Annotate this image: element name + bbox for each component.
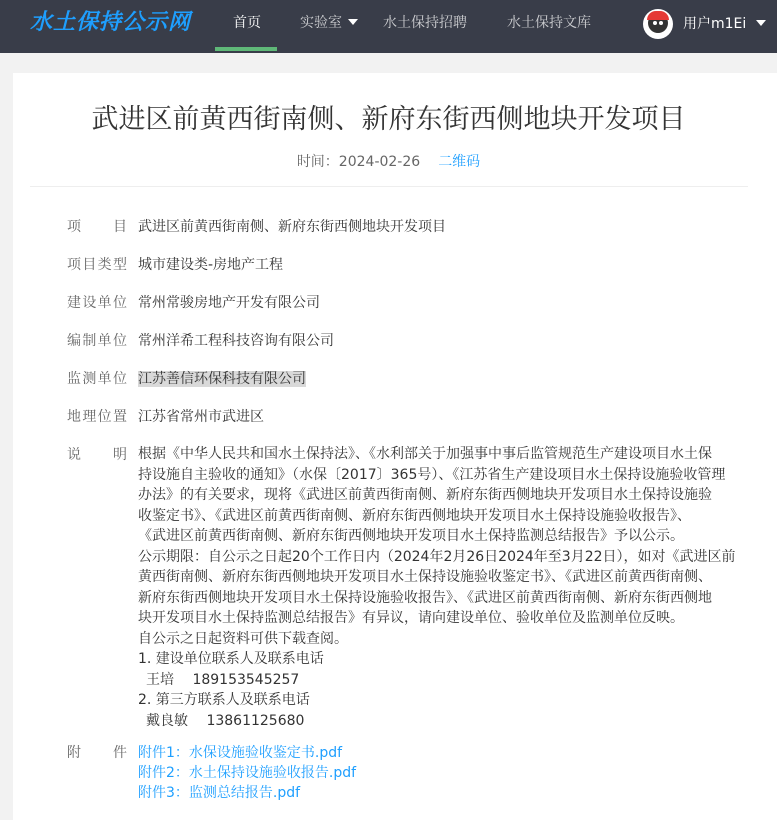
- field-label-monitor: 监测单位: [67, 371, 127, 387]
- description-line: 黄西街南侧、新府东街西侧地块开发项目水土保持设施验收鉴定书》、《武进区前黄西街南侧、: [138, 569, 712, 585]
- field-value-monitor: [138, 369, 306, 389]
- description-line: 收鉴定书》、《武进区前黄西街南侧、新府东街西侧地块开发项目水土保持设施验收报告》、: [138, 507, 691, 524]
- article-meta: [0, 152, 777, 172]
- description-line: 持设施自主验收的通知》（水保〔2017〕365号）、《江苏省生产建设项目水土保持设施验收管理: [138, 466, 726, 483]
- nav-item-recruitment[interactable]: 水土保持招聘: [383, 15, 467, 31]
- field-value-compiler: 常州洋希工程科技咨询有限公司: [138, 333, 334, 349]
- page-title: 武进区前黄西街南侧、新府东街西侧地块开发项目: [91, 104, 686, 135]
- field-value-location: 江苏省常州市武进区: [138, 409, 264, 425]
- description-line: 公示期限：自公示之日起20个工作日内（2024年2月26日2024年至3月22日），如对《武进区前: [138, 548, 736, 565]
- description-line: 根据《中华人民共和国水土保持法》、《水利部关于加强事中事后监管规范生产建设项目水土保: [138, 446, 712, 462]
- description-line: 块开发项目水土保持监测总结报告》有异议，请向建设单位、验收单位及监测单位反映。: [138, 610, 684, 626]
- user-name[interactable]: 用户m1Ei: [683, 16, 747, 32]
- avatar-eye-icon: [653, 21, 657, 25]
- nav-item-lab[interactable]: [300, 0, 358, 47]
- attachment-link-2[interactable]: 附件2：水土保持设施验收报告.pdf: [138, 765, 357, 781]
- description-line: 王培 18915354525​7: [146, 671, 300, 688]
- selected-text: 江苏善信环保科技有限公司: [138, 371, 306, 387]
- field-value-builder: 常州常骏房地产开发有限公司: [138, 295, 320, 311]
- description-line: 戴良敏 13861125680: [146, 712, 305, 729]
- publish-time: 时间：2024-02-26: [296, 154, 421, 170]
- description-line: 《武进区前黄西街南侧、新府东街西侧地块开发项目水土保持监测总结报告》予以公示。: [138, 528, 684, 544]
- description-line: 1. 建设单位联系人及联系电话: [138, 651, 324, 667]
- field-label-location: 地理位置: [67, 409, 127, 425]
- description-text: [138, 444, 738, 731]
- chevron-down-icon: [348, 19, 358, 25]
- site-logo[interactable]: 水土保持公示网: [30, 10, 192, 35]
- divider: [30, 186, 748, 187]
- field-value-project: 武进区前黄西街南侧、新府东街西侧地块开发项目: [138, 219, 446, 235]
- field-label-description: 说明: [67, 447, 127, 463]
- field-label-builder: 建设单位: [67, 295, 127, 311]
- description-line: 自公示之日起资料可供下载查阅。: [138, 630, 348, 647]
- nav-active-indicator: [215, 47, 277, 51]
- description-line: 2. 第三方联系人及联系电话: [138, 692, 310, 708]
- field-label-project: 项目: [67, 219, 127, 235]
- description-line: 新府东街西侧地块开发项目水土保持设施验收报告》、《武进区前黄西街南侧、新府东街西侧地: [138, 589, 712, 606]
- qr-code-link[interactable]: 二维码: [438, 154, 481, 170]
- field-value-project-type: 城市建设类-房地产工程: [138, 257, 284, 273]
- avatar-eye-icon: [659, 21, 663, 25]
- field-label-project-type: 项目类型: [67, 257, 127, 273]
- field-label-compiler: 编制单位: [67, 333, 127, 349]
- attachment-link-1[interactable]: 附件1：水保设施验收鉴定书.pdf: [138, 745, 343, 761]
- nav-item-lab-label: 实验室: [300, 15, 342, 31]
- field-label-attachments: 附件: [67, 745, 127, 761]
- chevron-down-icon[interactable]: [756, 20, 766, 26]
- avatar-hat-icon: [647, 11, 669, 20]
- top-navbar: [0, 0, 777, 53]
- avatar[interactable]: [643, 9, 673, 39]
- attachment-link-3[interactable]: 附件3：监测总结报告.pdf: [138, 785, 301, 801]
- description-line: 办法》的有关要求，现将《武进区前黄西街南侧、新府东街西侧地块开发项目水土保持设施验: [138, 487, 712, 503]
- nav-item-home[interactable]: 首页: [233, 15, 261, 31]
- nav-item-library[interactable]: 水土保持文库: [507, 15, 591, 31]
